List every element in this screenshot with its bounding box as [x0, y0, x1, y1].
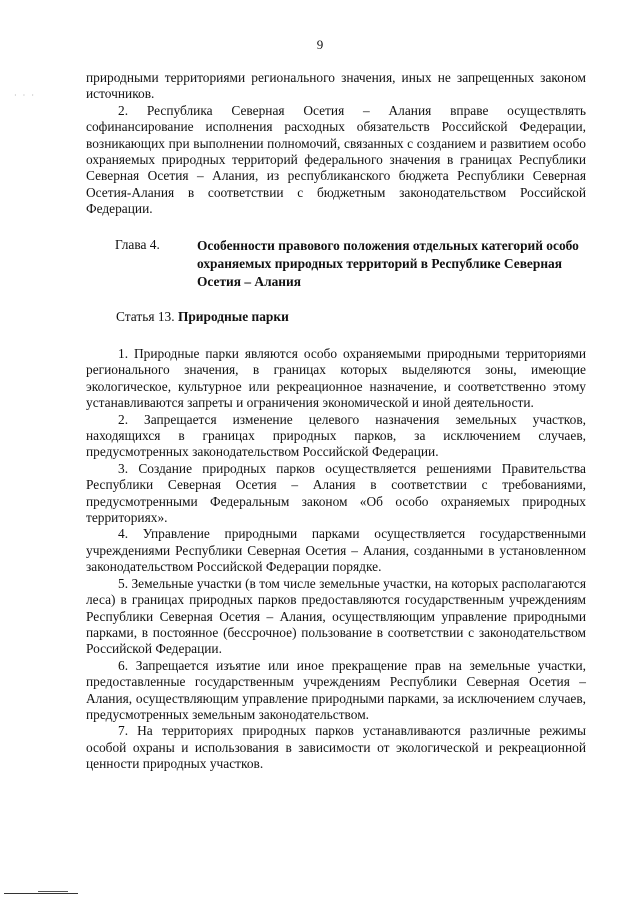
article-label: Статья 13. [116, 309, 175, 324]
article-heading [116, 309, 289, 325]
article-title: Природные парки [177, 309, 289, 324]
chapter-heading [115, 237, 595, 291]
article-item-3: 3. Создание природных парков осуществляется решениями Правительства Республики Северная Осетия – Алания в соответствии с требованиями, предусмотренными Федеральным законом «Об особо охраняемых природных территориях». [86, 460, 586, 526]
footer-rule-short [38, 891, 68, 892]
article-item-1: 1. Природные парки являются особо охраняемыми природными территориями регионального значения, в границах которых выделяются зоны, имеющие экологическое, культурное или рекреационное назначение, и соответственно этому устанавливаются запреты и ограничения экономической и иной деятельности. [86, 346, 586, 411]
chapter-title: Особенности правового положения отдельных категорий особо охраняемых природных территорий в Республике Северная Осетия – Алания [197, 238, 579, 289]
footer-rule [4, 893, 78, 894]
chapter-label: Глава 4. [115, 237, 160, 252]
intro-section [86, 70, 586, 218]
article-item-5: 5. Земельные участки (в том числе земельные участки, на которых располагаются леса) в границах природных парков предоставляются государственным учреждениям Республики Северная Осетия – Алания, осуществляющим управление природными парками, в постоянное (бессрочное) пользование в соответствии с законодательством Российской Федерации. [86, 575, 586, 657]
article-body [86, 346, 586, 773]
article-item-7: 7. На территориях природных парков устанавливаются различные режимы особой охраны и использования в зависимости от экологической и рекреационной ценности природных участков. [86, 723, 586, 772]
article-item-6: 6. Запрещается изъятие или иное прекращение прав на земельные участки, предоставленные государственным учреждениям Республики Северная Осетия – Алания, осуществляющим управление природными парками, за исключением случаев, предусмотренных земельным законодательством. [86, 657, 586, 722]
margin-mark: · · · [14, 91, 36, 100]
paragraph-continuation: природными территориями регионального значения, иных не запрещенных законом источников. [86, 70, 586, 102]
article-item-2: 2. Запрещается изменение целевого назначения земельных участков, находящихся в границах природных парков, за исключением случаев, предусмотренных законодательством Российской Федерации. [86, 411, 586, 460]
page-number: 9 [316, 37, 324, 52]
paragraph-2: 2. Республика Северная Осетия – Алания вправе осуществлять софинансирование исполнения расходных обязательств Российской Федерации, возникающих при выполнении полномочий, связанных с созданием и развитием особо охраняемых природных территорий федерального значения в границах Республики Северная Осетия – Алания, из республиканского бюджета Республики Северная Осетия-Алания в соответствии с бюджетным законодательством Российской Федерации. [86, 102, 586, 217]
article-item-4: 4. Управление природными парками осуществляется государственными учреждениями Республики Северная Осетия – Алания, созданными в установленном законодательством Российской Федерации порядке. [86, 526, 586, 575]
